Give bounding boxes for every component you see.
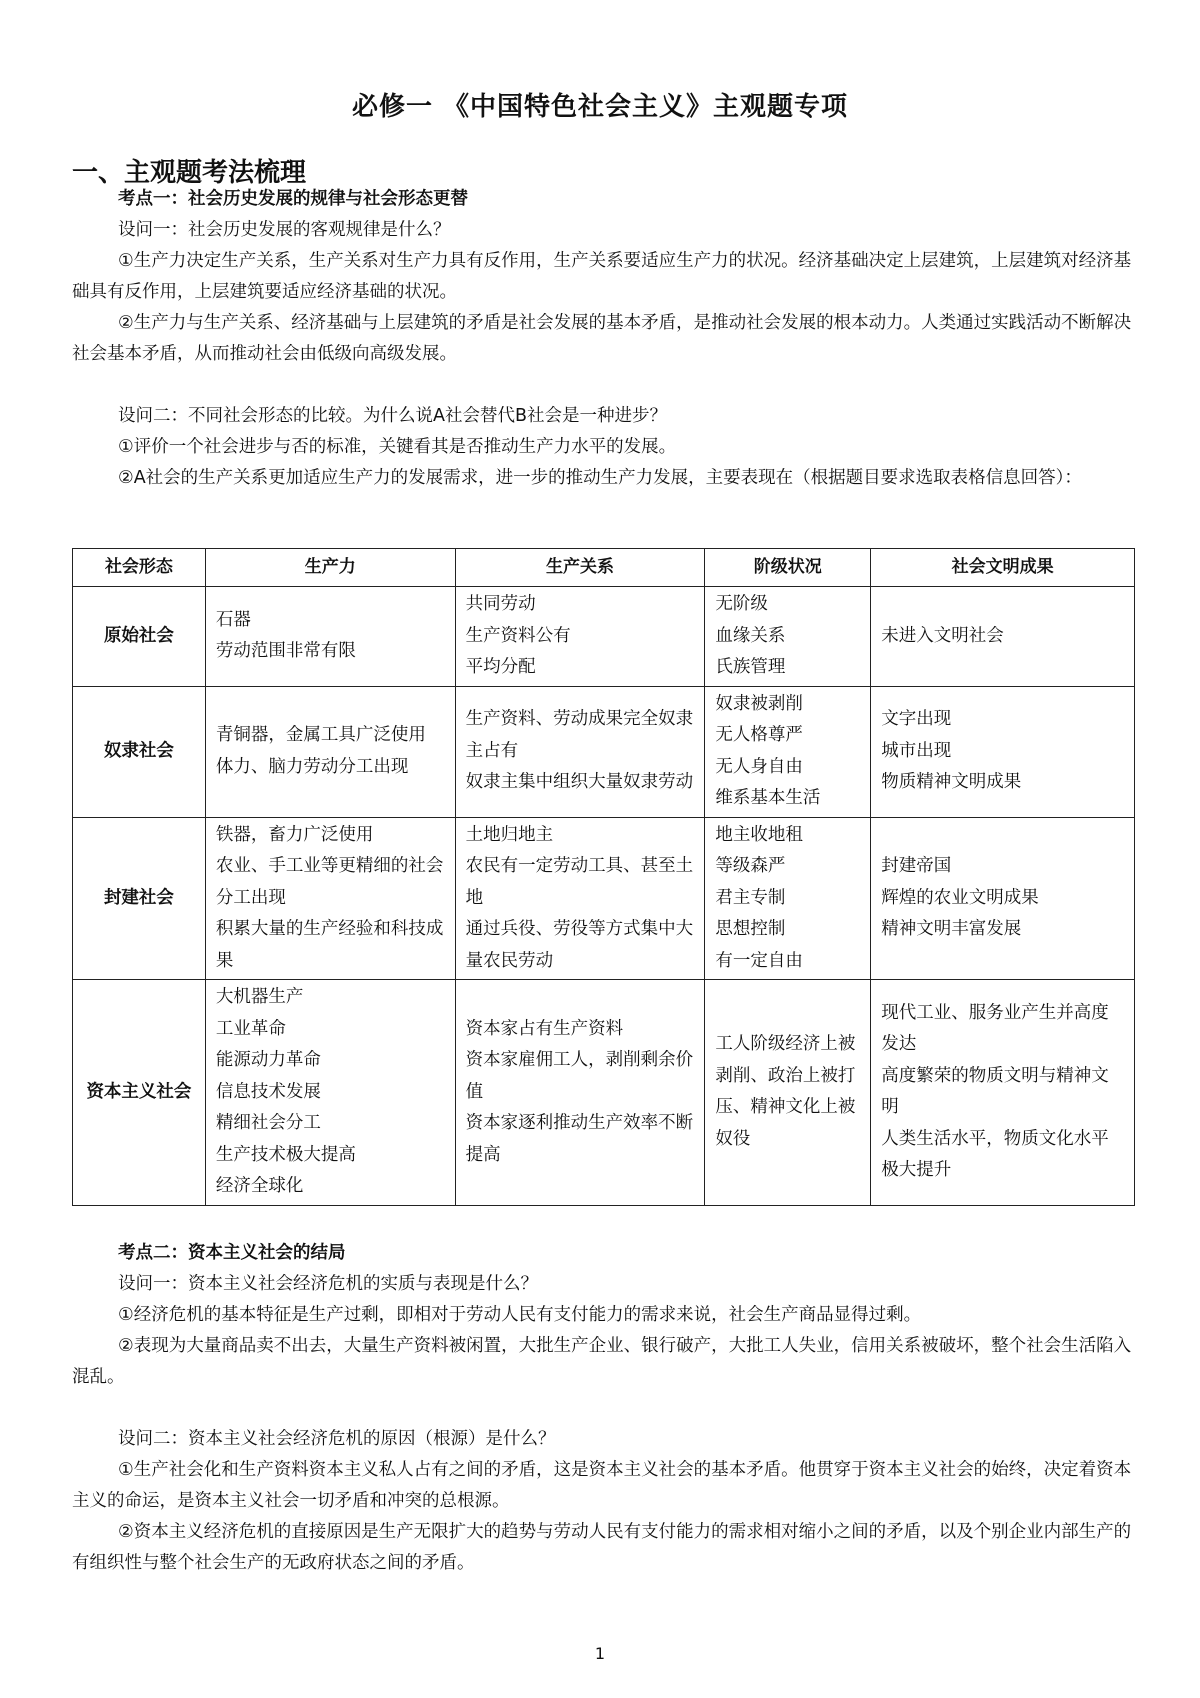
question-label: 设问二：不同社会形态的比较。为什么说A社会替代B社会是一种进步？ (118, 406, 667, 426)
answer-paragraph: ②表现为大量商品卖不出去，大量生产资料被闲置，大批生产企业、银行破产，大批工人失业，信用关系被破坏，整个社会生活陷入混乱。 (72, 1336, 1132, 1387)
answer-paragraph: ②资本主义经济危机的直接原因是生产无限扩大的趋势与劳动人民有支付能力的需求相对缩小之间的矛盾，以及个别企业内部生产的有组织性与整个社会生产的无政府状态之间的矛盾。 (72, 1522, 1132, 1573)
table-cell: 生产资料、劳动成果完全奴隶主占有 奴隶主集中组织大量奴隶劳动 (455, 686, 705, 817)
table-cell: 封建帝国 辉煌的农业文明成果 精神文明丰富发展 (871, 817, 1135, 980)
table-cell: 工人阶级经济上被剥削、政治上被打压、精神文化上被奴役 (705, 980, 871, 1206)
table-cell: 文字出现 城市出现 物质精神文明成果 (871, 686, 1135, 817)
table-row (73, 817, 1135, 980)
table-cell: 铁器，畜力广泛使用 农业、手工业等更精细的社会分工出现 积累大量的生产经验和科技成果 (205, 817, 455, 980)
society-comparison-table (72, 548, 1135, 1206)
page-title: 必修一 《中国特色社会主义》主观题专项 (351, 92, 849, 122)
table-cell: 石器 劳动范围非常有限 (205, 587, 455, 687)
answer-paragraph: ①经济危机的基本特征是生产过剩，即相对于劳动人民有支付能力的需求来说，社会生产商品显得过剩。 (118, 1305, 922, 1325)
table-cell: 无阶级 血缘关系 氏族管理 (705, 587, 871, 687)
row-header: 奴隶社会 (73, 686, 206, 817)
question-label: 设问二：资本主义社会经济危机的原因（根源）是什么？ (118, 1429, 556, 1449)
answer-paragraph: ①生产社会化和生产资料资本主义私人占有之间的矛盾，这是资本主义社会的基本矛盾。他贯穿于资本主义社会的始终，决定着资本主义的命运，是资本主义社会一切矛盾和冲突的总根源。 (72, 1460, 1132, 1511)
table-row (73, 587, 1135, 687)
row-header: 原始社会 (73, 587, 206, 687)
table-row (73, 980, 1135, 1206)
table-cell: 地主收地租 等级森严 君主专制 思想控制 有一定自由 (705, 817, 871, 980)
answer-paragraph: ①评价一个社会进步与否的标准，关键看其是否推动生产力水平的发展。 (118, 437, 677, 457)
table-cell: 未进入文明社会 (871, 587, 1135, 687)
row-header: 封建社会 (73, 817, 206, 980)
table-cell: 奴隶被剥削 无人格尊严 无人身自由 维系基本生活 (705, 686, 871, 817)
answer-paragraph: ②A社会的生产关系更加适应生产力的发展需求，进一步的推动生产力发展，主要表现在（根据题目要求选取表格信息回答）： (118, 468, 1082, 488)
section-heading: 一、主观题考法梳理 (72, 158, 307, 188)
kaodian-heading: 考点二：资本主义社会的结局 (118, 1243, 346, 1263)
kaodian-heading: 考点一：社会历史发展的规律与社会形态更替 (118, 189, 468, 209)
table-row (73, 686, 1135, 817)
page-number: 1 (594, 1644, 606, 1663)
table-cell: 资本家占有生产资料 资本家雇佣工人，剥削剩余价值 资本家逐利推动生产效率不断提高 (455, 980, 705, 1206)
table-cell: 大机器生产 工业革命 能源动力革命 信息技术发展 精细社会分工 生产技术极大提高 经济全球化 (205, 980, 455, 1206)
column-header: 社会形态 (73, 549, 206, 587)
column-header: 生产关系 (455, 549, 705, 587)
answer-paragraph: ①生产力决定生产关系，生产关系对生产力具有反作用，生产关系要适应生产力的状况。经济基础决定上层建筑，上层建筑对经济基础具有反作用，上层建筑要适应经济基础的状况。 (72, 251, 1132, 302)
question-label: 设问一：社会历史发展的客观规律是什么？ (118, 220, 451, 240)
part1-text (72, 184, 1132, 494)
table-cell: 土地归地主 农民有一定劳动工具、甚至土地 通过兵役、劳役等方式集中大量农民劳动 (455, 817, 705, 980)
table-cell: 现代工业、服务业产生并高度发达 高度繁荣的物质文明与精神文明 人类生活水平，物质文化水平极大提升 (871, 980, 1135, 1206)
column-header: 社会文明成果 (871, 549, 1135, 587)
table-header-row (73, 549, 1135, 587)
column-header: 生产力 (205, 549, 455, 587)
table-cell: 青铜器，金属工具广泛使用 体力、脑力劳动分工出现 (205, 686, 455, 817)
column-header: 阶级状况 (705, 549, 871, 587)
answer-paragraph: ②生产力与生产关系、经济基础与上层建筑的矛盾是社会发展的基本矛盾，是推动社会发展的根本动力。人类通过实践活动不断解决社会基本矛盾，从而推动社会由低级向高级发展。 (72, 313, 1132, 364)
part2-text (72, 1238, 1132, 1579)
table-cell: 共同劳动 生产资料公有 平均分配 (455, 587, 705, 687)
question-label: 设问一：资本主义社会经济危机的实质与表现是什么？ (118, 1274, 538, 1294)
row-header: 资本主义社会 (73, 980, 206, 1206)
